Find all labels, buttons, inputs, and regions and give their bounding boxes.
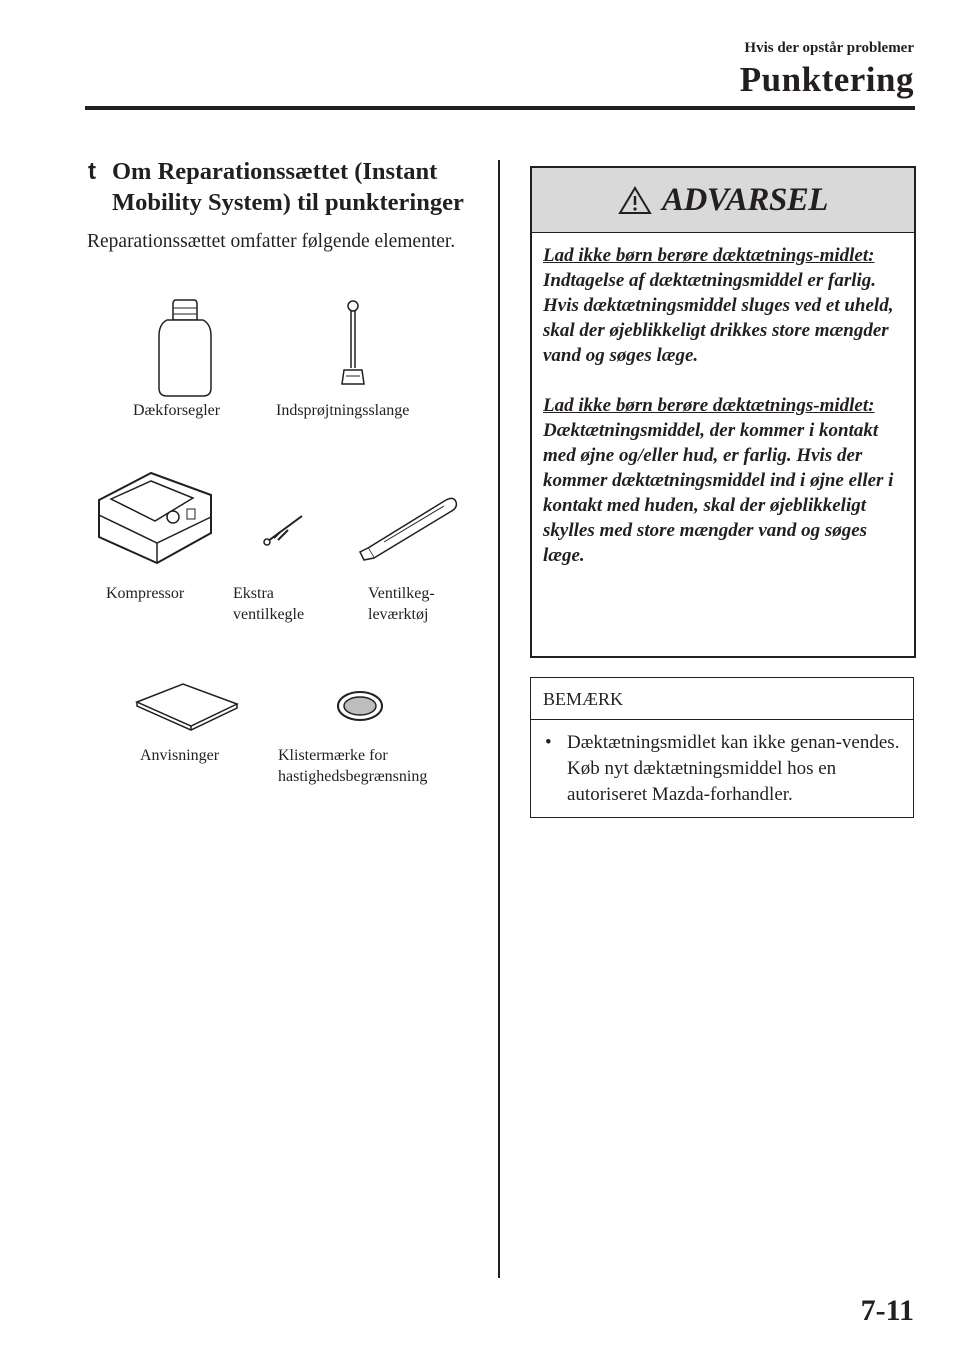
warning-header xyxy=(532,168,914,233)
caption-core-tool-2: leværktøj xyxy=(368,606,429,623)
caption-sealant: Dækforsegler xyxy=(133,402,221,419)
caption-hose: Indsprøjtningsslange xyxy=(276,402,410,419)
page-number: 7-11 xyxy=(860,1294,914,1327)
section-bullet: t xyxy=(88,158,96,185)
caption-sticker-2: hastighedsbegrænsning xyxy=(278,768,428,785)
warning-para1-body: Indtagelse af dæktætningsmiddel er farlig. Hvis dæktætningsmiddel sluges ved et uheld, skal der øjeblikkeligt drikkes store mængder vand og søges læge. xyxy=(543,270,894,366)
caption-compressor: Kompressor xyxy=(106,585,185,602)
speed-sticker-illustration xyxy=(334,688,386,724)
warning-para2-heading: Lad ikke børn berøre dæktætnings-midlet: xyxy=(543,395,875,416)
section-heading: Om Reparationssættet (Instant Mobility System) til punkteringer xyxy=(112,158,464,216)
note-text: Dæktætningsmidlet kan ikke genan-vendes. Køb nyt dæktætningsmiddel hos en autoriseret Mazda-forhandler. xyxy=(567,732,900,805)
caption-sticker-1: Klistermærke for xyxy=(278,747,388,764)
valve-core-tool-illustration xyxy=(354,490,464,565)
header-rule xyxy=(85,106,915,110)
warning-para2-body: Dæktætningsmiddel, der kommer i kontakt med øjne og/eller hud, er farlig. Hvis der kommer dæktætningsmiddel ind i øjne eller i kontakt med huden, skal der øjeblikkeligt skylles med store mængder vand og søges læge. xyxy=(543,420,894,566)
note-title: BEMÆRK xyxy=(531,678,913,720)
warning-triangle-icon xyxy=(618,185,652,215)
note-bullet: • xyxy=(545,732,552,753)
warning-title: ADVARSEL xyxy=(662,181,828,218)
warning-box xyxy=(530,166,916,658)
note-box xyxy=(530,677,914,818)
caption-spare-core-1: Ekstra xyxy=(233,585,274,602)
warning-body xyxy=(532,233,914,568)
instructions-booklet-illustration xyxy=(133,680,243,732)
caption-spare-core-2: ventilkegle xyxy=(233,606,305,623)
intro-text: Reparationssættet omfatter følgende elementer. xyxy=(87,231,456,252)
sealant-bottle-illustration xyxy=(155,296,215,401)
caption-instructions: Anvisninger xyxy=(140,747,220,764)
injection-hose-illustration xyxy=(336,298,370,390)
note-body xyxy=(531,720,913,808)
warning-para1-heading: Lad ikke børn berøre dæktætnings-midlet: xyxy=(543,245,875,266)
spare-valve-core-illustration xyxy=(258,510,308,550)
section-header: Hvis der opstår problemer xyxy=(744,40,914,56)
compressor-illustration xyxy=(93,465,218,570)
column-divider xyxy=(498,160,500,1278)
caption-core-tool-1: Ventilkeg- xyxy=(368,585,435,602)
chapter-title: Punktering xyxy=(739,60,914,99)
